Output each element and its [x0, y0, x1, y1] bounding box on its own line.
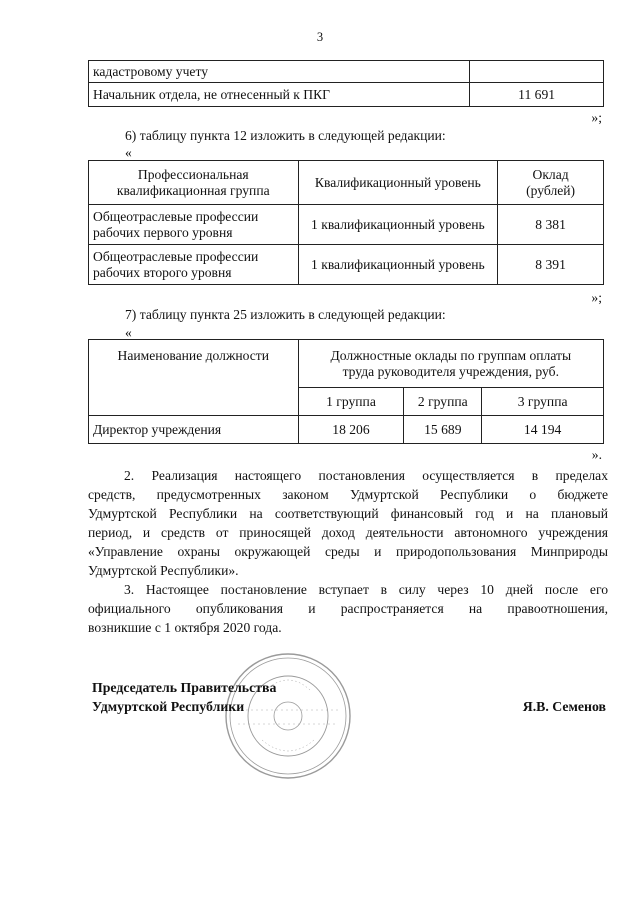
table-row — [89, 61, 604, 83]
table-cell — [470, 61, 604, 83]
table-cell: 14 194 — [482, 416, 604, 444]
table-cell: Начальник отдела, не отнесенный к ПКГ — [89, 83, 470, 107]
table-cell: 8 391 — [498, 245, 604, 285]
table-row — [89, 83, 604, 107]
closing-quote: »; — [591, 290, 602, 305]
paragraph-2: 2. Реализация настоящего постановления осуществляется в пределах средств, предусмотренных законом Удмуртской Республики о бюджете Удмуртской Республики на соответствующий финансовый год и на плановый период, и средств от приносящей доход деятельности автономного учреждения «Управление охраны окружающей среды и природопользования Минприроды Удмуртской Республики». — [88, 468, 608, 578]
closing-quote: »; — [591, 110, 602, 125]
official-seal-icon — [222, 650, 354, 782]
signatory-name: Я.В. Семенов — [522, 699, 606, 714]
signatory-position: Председатель Правительства Удмуртской Республики — [92, 680, 277, 714]
table-row — [89, 205, 604, 245]
closing-quote: ». — [591, 447, 602, 462]
table-item-12 — [88, 160, 604, 285]
header-cell-salary: Оклад (рублей) — [498, 161, 604, 205]
table-cell: 1 квалификационный уровень — [298, 245, 498, 285]
table-row — [89, 245, 604, 285]
header-cell-position: Наименование должности — [89, 340, 299, 416]
table-cell: кадастровому учету — [89, 61, 470, 83]
item-6-text: 6) таблицу пункта 12 изложить в следующей редакции: — [125, 128, 446, 143]
opening-quote: « — [125, 325, 132, 340]
table-header-row — [89, 340, 604, 388]
table-cell: 15 689 — [404, 416, 482, 444]
opening-quote: « — [125, 145, 132, 160]
table-item-25 — [88, 339, 604, 444]
header-cell-group-3: 3 группа — [482, 388, 604, 416]
table-cell: 1 квалификационный уровень — [298, 205, 498, 245]
page-number: 3 — [316, 30, 324, 44]
header-cell-salaries: Должностные оклады по группам оплаты труда руководителя учреждения, руб. — [298, 340, 603, 388]
table-continued — [88, 60, 604, 107]
header-cell-group-1: 1 группа — [298, 388, 404, 416]
header-cell-group-2: 2 группа — [404, 388, 482, 416]
table-cell: 18 206 — [298, 416, 404, 444]
table-cell: Директор учреждения — [89, 416, 299, 444]
table-cell: 8 381 — [498, 205, 604, 245]
table-cell: 11 691 — [470, 83, 604, 107]
header-cell-level: Квалификационный уровень — [298, 161, 498, 205]
header-cell-group: Профессиональная квалификационная группа — [89, 161, 299, 205]
paragraph-3: 3. Настоящее постановление вступает в силу через 10 дней после его официального опубликования и распространяется на правоотношения, возникшие с 1 октября 2020 года. — [88, 582, 608, 635]
table-row — [89, 416, 604, 444]
table-cell: Общеотраслевые профессии рабочих первого уровня — [89, 205, 299, 245]
table-cell: Общеотраслевые профессии рабочих второго уровня — [89, 245, 299, 285]
item-7-text: 7) таблицу пункта 25 изложить в следующей редакции: — [125, 307, 446, 322]
table-header-row — [89, 161, 604, 205]
